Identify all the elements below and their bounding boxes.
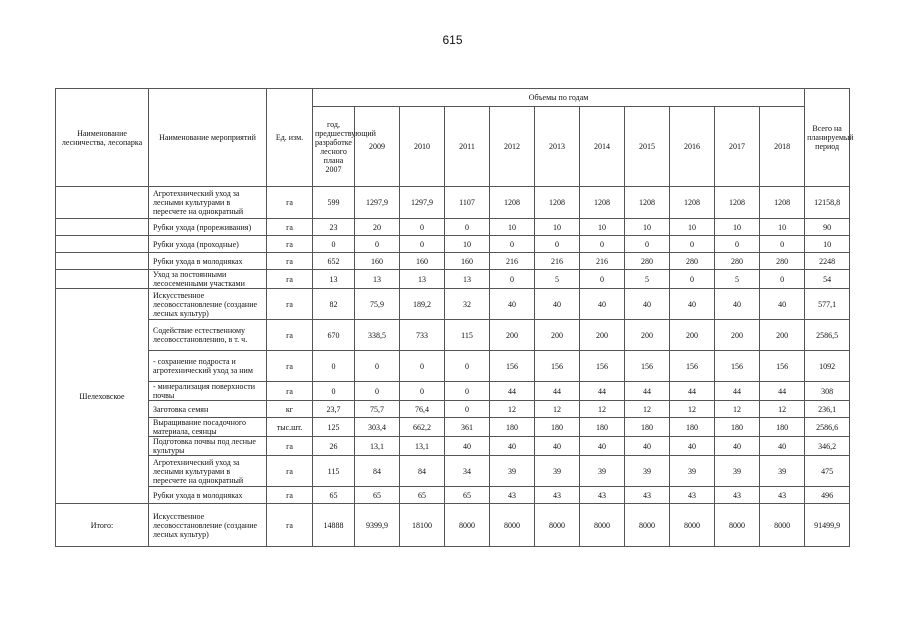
- year-value-cell: 200: [535, 320, 580, 351]
- year-value-cell: 361: [445, 418, 490, 437]
- table-row: [56, 253, 850, 270]
- year-value-cell: 40: [760, 437, 805, 456]
- event-name-cell: Выращивание посадочного материала, сеянцы: [149, 418, 267, 437]
- year-value-cell: 180: [670, 418, 715, 437]
- total-year-value: 8000: [670, 504, 715, 547]
- year-value-cell: 12: [580, 401, 625, 418]
- year-value-cell: 200: [670, 320, 715, 351]
- year-value-cell: 1107: [445, 187, 490, 219]
- unit-cell: га: [267, 487, 313, 504]
- prev-year-cell: 670: [313, 320, 355, 351]
- year-value-cell: 10: [580, 219, 625, 236]
- year-value-cell: 39: [535, 456, 580, 487]
- total-row: [56, 504, 850, 547]
- year-value-cell: 0: [670, 270, 715, 289]
- year-value-cell: 39: [625, 456, 670, 487]
- prev-year-cell: 82: [313, 289, 355, 320]
- empty-cell: [56, 187, 149, 219]
- header-volumes-by-year: Объемы по годам: [313, 89, 805, 107]
- year-value-cell: 0: [445, 382, 490, 401]
- header-year: 2012: [490, 107, 535, 187]
- header-prev-year: год, предшествующий разработке лесного плана 2007: [313, 107, 355, 187]
- year-value-cell: 156: [625, 351, 670, 382]
- total-cell: 308: [805, 382, 850, 401]
- year-value-cell: 0: [625, 236, 670, 253]
- year-value-cell: 0: [760, 270, 805, 289]
- prev-year-cell: 26: [313, 437, 355, 456]
- header-event: Наименование мероприятий: [149, 89, 267, 187]
- table-row: [56, 270, 850, 289]
- year-value-cell: 180: [535, 418, 580, 437]
- prev-year-cell: 13: [313, 270, 355, 289]
- year-value-cell: 75,9: [355, 289, 400, 320]
- prev-year-cell: 0: [313, 236, 355, 253]
- total-cell: 54: [805, 270, 850, 289]
- event-name-cell: Уход за постоянными лесосеменными участками: [149, 270, 267, 289]
- total-cell: 2586,6: [805, 418, 850, 437]
- year-value-cell: 40: [580, 289, 625, 320]
- year-value-cell: 180: [490, 418, 535, 437]
- year-value-cell: 40: [715, 289, 760, 320]
- table-row: [56, 418, 850, 437]
- empty-cell: [56, 219, 149, 236]
- total-unit: га: [267, 504, 313, 547]
- year-value-cell: 280: [715, 253, 760, 270]
- year-value-cell: 43: [490, 487, 535, 504]
- year-value-cell: 1208: [715, 187, 760, 219]
- empty-cell: [56, 270, 149, 289]
- total-prev-year: 14888: [313, 504, 355, 547]
- year-value-cell: 160: [355, 253, 400, 270]
- year-value-cell: 0: [445, 401, 490, 418]
- year-value-cell: 44: [490, 382, 535, 401]
- year-value-cell: 200: [580, 320, 625, 351]
- year-value-cell: 10: [490, 219, 535, 236]
- prev-year-cell: 599: [313, 187, 355, 219]
- year-value-cell: 10: [760, 219, 805, 236]
- header-year: 2009: [355, 107, 400, 187]
- year-value-cell: 1208: [625, 187, 670, 219]
- year-value-cell: 1208: [670, 187, 715, 219]
- year-value-cell: 189,2: [400, 289, 445, 320]
- year-value-cell: 65: [400, 487, 445, 504]
- prev-year-cell: 125: [313, 418, 355, 437]
- unit-cell: га: [267, 187, 313, 219]
- header-year: 2010: [400, 107, 445, 187]
- year-value-cell: 0: [400, 236, 445, 253]
- event-name-cell: Рубки ухода в молодняках: [149, 253, 267, 270]
- year-value-cell: 1208: [535, 187, 580, 219]
- table-row: [56, 351, 850, 382]
- year-value-cell: 39: [715, 456, 760, 487]
- year-value-cell: 40: [580, 437, 625, 456]
- year-value-cell: 156: [535, 351, 580, 382]
- year-value-cell: 180: [580, 418, 625, 437]
- year-value-cell: 5: [625, 270, 670, 289]
- year-value-cell: 40: [715, 437, 760, 456]
- year-value-cell: 156: [670, 351, 715, 382]
- prev-year-cell: 0: [313, 351, 355, 382]
- year-value-cell: 0: [760, 236, 805, 253]
- event-name-cell: - сохранение подроста и агротехнический уход за ним: [149, 351, 267, 382]
- table-row: [56, 289, 850, 320]
- header-year: 2017: [715, 107, 760, 187]
- year-value-cell: 0: [535, 236, 580, 253]
- year-value-cell: 40: [760, 289, 805, 320]
- header-year: 2011: [445, 107, 490, 187]
- year-value-cell: 13,1: [400, 437, 445, 456]
- event-name-cell: Содействие естественному лесовосстановлению, в т. ч.: [149, 320, 267, 351]
- year-value-cell: 13: [355, 270, 400, 289]
- table-row: [56, 320, 850, 351]
- unit-cell: га: [267, 456, 313, 487]
- year-value-cell: 12: [625, 401, 670, 418]
- year-value-cell: 44: [535, 382, 580, 401]
- table-row: [56, 236, 850, 253]
- table-row: [56, 382, 850, 401]
- year-value-cell: 13: [400, 270, 445, 289]
- year-value-cell: 115: [445, 320, 490, 351]
- event-name-cell: Заготовка семян: [149, 401, 267, 418]
- year-value-cell: 65: [355, 487, 400, 504]
- year-value-cell: 10: [670, 219, 715, 236]
- year-value-cell: 65: [445, 487, 490, 504]
- year-value-cell: 280: [625, 253, 670, 270]
- year-value-cell: 0: [580, 270, 625, 289]
- header-year: 2015: [625, 107, 670, 187]
- year-value-cell: 1297,9: [400, 187, 445, 219]
- unit-cell: кг: [267, 401, 313, 418]
- year-value-cell: 303,4: [355, 418, 400, 437]
- year-value-cell: 40: [535, 289, 580, 320]
- year-value-cell: 0: [400, 382, 445, 401]
- header-year: 2014: [580, 107, 625, 187]
- year-value-cell: 12: [490, 401, 535, 418]
- year-value-cell: 39: [490, 456, 535, 487]
- unit-cell: га: [267, 253, 313, 270]
- year-value-cell: 1208: [580, 187, 625, 219]
- year-value-cell: 200: [490, 320, 535, 351]
- year-value-cell: 0: [400, 351, 445, 382]
- table-row: [56, 187, 850, 219]
- event-name-cell: Агротехнический уход за лесными культурами в пересчете на однократный: [149, 456, 267, 487]
- total-year-value: 8000: [625, 504, 670, 547]
- forest-events-table: [55, 88, 854, 547]
- year-value-cell: 0: [715, 236, 760, 253]
- prev-year-cell: 0: [313, 382, 355, 401]
- total-cell: 475: [805, 456, 850, 487]
- total-year-value: 8000: [760, 504, 805, 547]
- year-value-cell: 40: [670, 437, 715, 456]
- year-value-cell: 39: [670, 456, 715, 487]
- header-unit: Ед. изм.: [267, 89, 313, 187]
- year-value-cell: 280: [670, 253, 715, 270]
- total-year-value: 8000: [490, 504, 535, 547]
- forestry-name-cell: Шелеховское: [56, 289, 149, 504]
- year-value-cell: 200: [760, 320, 805, 351]
- prev-year-cell: 23: [313, 219, 355, 236]
- year-value-cell: 216: [580, 253, 625, 270]
- year-value-cell: 180: [715, 418, 760, 437]
- year-value-cell: 12: [535, 401, 580, 418]
- year-value-cell: 180: [760, 418, 805, 437]
- year-value-cell: 44: [715, 382, 760, 401]
- year-value-cell: 180: [625, 418, 670, 437]
- event-name-cell: - минерализация поверхности почвы: [149, 382, 267, 401]
- empty-cell: [56, 236, 149, 253]
- year-value-cell: 84: [400, 456, 445, 487]
- year-value-cell: 160: [445, 253, 490, 270]
- year-value-cell: 40: [490, 289, 535, 320]
- year-value-cell: 216: [535, 253, 580, 270]
- year-value-cell: 20: [355, 219, 400, 236]
- year-value-cell: 662,2: [400, 418, 445, 437]
- year-value-cell: 0: [445, 219, 490, 236]
- year-value-cell: 10: [715, 219, 760, 236]
- total-year-value: 8000: [535, 504, 580, 547]
- unit-cell: га: [267, 382, 313, 401]
- year-value-cell: 43: [670, 487, 715, 504]
- total-cell: 236,1: [805, 401, 850, 418]
- year-value-cell: 32: [445, 289, 490, 320]
- event-name-cell: Рубки ухода (прореживания): [149, 219, 267, 236]
- total-event-name: Искусственное лесовосстановление (создание лесных культур): [149, 504, 267, 547]
- year-value-cell: 0: [400, 219, 445, 236]
- total-cell: 12158,8: [805, 187, 850, 219]
- year-value-cell: 10: [535, 219, 580, 236]
- table-row: [56, 219, 850, 236]
- year-value-cell: 13: [445, 270, 490, 289]
- year-value-cell: 0: [445, 351, 490, 382]
- year-value-cell: 40: [445, 437, 490, 456]
- year-value-cell: 10: [445, 236, 490, 253]
- year-value-cell: 1208: [760, 187, 805, 219]
- year-value-cell: 216: [490, 253, 535, 270]
- year-value-cell: 280: [760, 253, 805, 270]
- page-number: 615: [442, 33, 463, 47]
- year-value-cell: 44: [670, 382, 715, 401]
- year-value-cell: 160: [400, 253, 445, 270]
- event-name-cell: Рубки ухода в молодняках: [149, 487, 267, 504]
- total-cell: 2586,5: [805, 320, 850, 351]
- year-value-cell: 12: [715, 401, 760, 418]
- year-value-cell: 12: [760, 401, 805, 418]
- forest-events-table-container: [55, 88, 854, 547]
- table-row: [56, 401, 850, 418]
- event-name-cell: Искусственное лесовосстановление (создание лесных культур): [149, 289, 267, 320]
- year-value-cell: 0: [490, 236, 535, 253]
- year-value-cell: 1208: [490, 187, 535, 219]
- header-year: 2013: [535, 107, 580, 187]
- total-cell: 2248: [805, 253, 850, 270]
- year-value-cell: 43: [580, 487, 625, 504]
- year-value-cell: 40: [625, 289, 670, 320]
- grand-total: 91499,9: [805, 504, 850, 547]
- total-year-value: 8000: [580, 504, 625, 547]
- header-total: Всего на планируемый период: [805, 89, 850, 187]
- year-value-cell: 43: [535, 487, 580, 504]
- year-value-cell: 156: [760, 351, 805, 382]
- year-value-cell: 338,5: [355, 320, 400, 351]
- header-forestry: Наименование лесничества, лесопарка: [56, 89, 149, 187]
- year-value-cell: 5: [535, 270, 580, 289]
- year-value-cell: 76,4: [400, 401, 445, 418]
- event-name-cell: Подготовка почвы под лесные культуры: [149, 437, 267, 456]
- total-label: Итого:: [56, 504, 149, 547]
- unit-cell: га: [267, 236, 313, 253]
- year-value-cell: 43: [625, 487, 670, 504]
- table-row: [56, 437, 850, 456]
- total-cell: 1092: [805, 351, 850, 382]
- header-year: 2018: [760, 107, 805, 187]
- year-value-cell: 44: [580, 382, 625, 401]
- year-value-cell: 156: [715, 351, 760, 382]
- empty-cell: [56, 253, 149, 270]
- year-value-cell: 0: [355, 382, 400, 401]
- unit-cell: га: [267, 320, 313, 351]
- year-value-cell: 733: [400, 320, 445, 351]
- year-value-cell: 40: [535, 437, 580, 456]
- table-row: [56, 456, 850, 487]
- total-cell: 577,1: [805, 289, 850, 320]
- year-value-cell: 10: [625, 219, 670, 236]
- total-year-value: 8000: [715, 504, 760, 547]
- prev-year-cell: 65: [313, 487, 355, 504]
- year-value-cell: 40: [625, 437, 670, 456]
- year-value-cell: 156: [490, 351, 535, 382]
- year-value-cell: 84: [355, 456, 400, 487]
- table-body: [56, 187, 850, 547]
- year-value-cell: 1297,9: [355, 187, 400, 219]
- year-value-cell: 75,7: [355, 401, 400, 418]
- total-cell: 90: [805, 219, 850, 236]
- total-year-value: 9399,9: [355, 504, 400, 547]
- header-year: 2016: [670, 107, 715, 187]
- year-value-cell: 0: [355, 236, 400, 253]
- prev-year-cell: 652: [313, 253, 355, 270]
- unit-cell: га: [267, 270, 313, 289]
- year-value-cell: 200: [625, 320, 670, 351]
- unit-cell: га: [267, 437, 313, 456]
- year-value-cell: 0: [490, 270, 535, 289]
- total-cell: 10: [805, 236, 850, 253]
- year-value-cell: 12: [670, 401, 715, 418]
- year-value-cell: 40: [670, 289, 715, 320]
- year-value-cell: 43: [760, 487, 805, 504]
- year-value-cell: 13,1: [355, 437, 400, 456]
- total-year-value: 18100: [400, 504, 445, 547]
- year-value-cell: 39: [580, 456, 625, 487]
- year-value-cell: 0: [355, 351, 400, 382]
- unit-cell: га: [267, 289, 313, 320]
- event-name-cell: Агротехнический уход за лесными культурами в пересчете на однократный: [149, 187, 267, 219]
- prev-year-cell: 115: [313, 456, 355, 487]
- year-value-cell: 34: [445, 456, 490, 487]
- year-value-cell: 44: [625, 382, 670, 401]
- unit-cell: га: [267, 351, 313, 382]
- prev-year-cell: 23,7: [313, 401, 355, 418]
- year-value-cell: 40: [490, 437, 535, 456]
- total-cell: 496: [805, 487, 850, 504]
- year-value-cell: 0: [580, 236, 625, 253]
- year-value-cell: 44: [760, 382, 805, 401]
- total-year-value: 8000: [445, 504, 490, 547]
- unit-cell: тыс.шт.: [267, 418, 313, 437]
- table-row: [56, 487, 850, 504]
- year-value-cell: 43: [715, 487, 760, 504]
- year-value-cell: 156: [580, 351, 625, 382]
- year-value-cell: 0: [670, 236, 715, 253]
- total-cell: 346,2: [805, 437, 850, 456]
- year-value-cell: 5: [715, 270, 760, 289]
- event-name-cell: Рубки ухода (проходные): [149, 236, 267, 253]
- year-value-cell: 200: [715, 320, 760, 351]
- year-value-cell: 39: [760, 456, 805, 487]
- unit-cell: га: [267, 219, 313, 236]
